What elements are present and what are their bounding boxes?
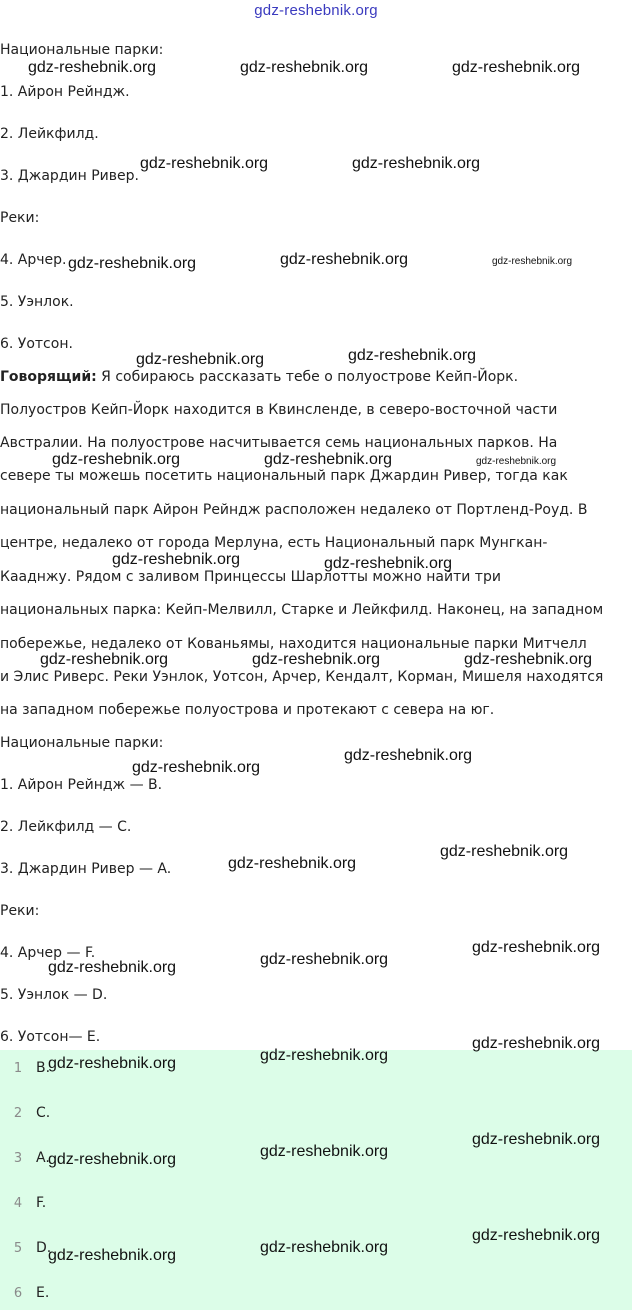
speaker-text: Я собираюсь рассказать тебе о полуострове Кейп-Йорк. bbox=[96, 369, 519, 385]
watermark: gdz-reshebnik.org bbox=[324, 555, 453, 572]
speaker-line bbox=[0, 367, 518, 387]
answer-number: 2 bbox=[13, 1106, 23, 1121]
transcript-line: побережье, недалеко от Кованьямы, находится национальные парки Митчелл bbox=[0, 636, 587, 652]
transcript-line: севере ты можешь посетить национальный парк Джардин Ривер, тогда как bbox=[0, 468, 568, 484]
watermark: gdz-reshebnik.org bbox=[260, 1239, 389, 1256]
answer-row bbox=[0, 1193, 46, 1213]
watermark: gdz-reshebnik.org bbox=[136, 351, 265, 368]
watermark: gdz-reshebnik.org bbox=[48, 959, 177, 976]
watermark: gdz-reshebnik.org bbox=[48, 1151, 177, 1168]
watermark: gdz-reshebnik.org bbox=[472, 1131, 601, 1148]
watermark: gdz-reshebnik.org bbox=[260, 951, 389, 968]
watermark: gdz-reshebnik.org bbox=[472, 1227, 601, 1244]
watermark: gdz-reshebnik.org bbox=[472, 939, 601, 956]
watermark: gdz-reshebnik.org bbox=[440, 843, 569, 860]
park-item-1: 1. Айрон Рейндж. bbox=[0, 84, 130, 100]
match-item-6: 6. Уотсон— E. bbox=[0, 1029, 101, 1045]
transcript-line: и Элис Риверс. Реки Уэнлок, Уотсон, Арчер, Кендалт, Корман, Мишеля находятся bbox=[0, 669, 604, 685]
answer-value: E. bbox=[36, 1285, 50, 1301]
transcript-line: Кааднжу. Рядом с заливом Принцессы Шарлотты можно найти три bbox=[0, 569, 501, 585]
section-heading-parks: Национальные парки: bbox=[0, 42, 164, 58]
match-item-2: 2. Лейкфилд — C. bbox=[0, 819, 132, 835]
section-heading-rivers: Реки: bbox=[0, 210, 40, 226]
watermark: gdz-reshebnik.org bbox=[240, 59, 369, 76]
speaker-label: Говорящий: bbox=[0, 369, 97, 385]
watermark: gdz-reshebnik.org bbox=[264, 451, 393, 468]
park-item-3: 3. Джардин Ривер. bbox=[0, 168, 139, 184]
watermark: gdz-reshebnik.org bbox=[452, 59, 581, 76]
transcript-line: на западном побережье полуострова и протекают с севера на юг. bbox=[0, 702, 495, 718]
answer-number: 5 bbox=[13, 1241, 23, 1256]
watermark: gdz-reshebnik.org bbox=[476, 456, 557, 467]
watermark: gdz-reshebnik.org bbox=[352, 155, 481, 172]
watermark: gdz-reshebnik.org bbox=[112, 551, 241, 568]
answer-row bbox=[0, 1148, 50, 1168]
answer-row bbox=[0, 1103, 50, 1123]
watermark: gdz-reshebnik.org bbox=[140, 155, 269, 172]
watermark: gdz-reshebnik.org bbox=[48, 1055, 177, 1072]
transcript-line: центре, недалеко от города Мерлуна, есть Национальный парк Мунгкан- bbox=[0, 535, 548, 551]
watermark: gdz-reshebnik.org bbox=[132, 759, 261, 776]
answer-value: F. bbox=[36, 1195, 47, 1211]
river-item-4: 4. Арчер. bbox=[0, 252, 67, 268]
watermark: gdz-reshebnik.org bbox=[48, 1247, 177, 1264]
watermark: gdz-reshebnik.org bbox=[260, 1143, 389, 1160]
match-item-5: 5. Уэнлок — D. bbox=[0, 987, 108, 1003]
match-item-4: 4. Арчер — F. bbox=[0, 945, 96, 961]
answer-value: D. bbox=[36, 1240, 52, 1256]
watermark: gdz-reshebnik.org bbox=[40, 651, 169, 668]
watermark: gdz-reshebnik.org bbox=[344, 747, 473, 764]
match-item-3: 3. Джардин Ривер — A. bbox=[0, 861, 172, 877]
watermark: gdz-reshebnik.org bbox=[348, 347, 477, 364]
answer-number: 4 bbox=[13, 1196, 23, 1211]
park-item-2: 2. Лейкфилд. bbox=[0, 126, 99, 142]
match-item-1: 1. Айрон Рейндж — B. bbox=[0, 777, 163, 793]
watermark: gdz-reshebnik.org bbox=[260, 1047, 389, 1064]
watermark: gdz-reshebnik.org bbox=[280, 251, 409, 268]
answer-row bbox=[0, 1058, 50, 1078]
watermark: gdz-reshebnik.org bbox=[28, 59, 157, 76]
watermark: gdz-reshebnik.org bbox=[464, 651, 593, 668]
site-header-label: gdz-reshebnik.org bbox=[254, 2, 378, 19]
watermark: gdz-reshebnik.org bbox=[492, 256, 573, 267]
answer-number: 6 bbox=[13, 1286, 23, 1301]
answer-row bbox=[0, 1283, 49, 1303]
transcript-line: национальных парка: Кейп-Мелвилл, Старке и Лейкфилд. Наконец, на западном bbox=[0, 602, 604, 618]
answer-number: 3 bbox=[13, 1151, 23, 1166]
river-item-6: 6. Уотсон. bbox=[0, 336, 73, 352]
watermark: gdz-reshebnik.org bbox=[52, 451, 181, 468]
transcript-line: Австралии. На полуострове насчитывается семь национальных парков. На bbox=[0, 435, 558, 451]
river-item-5: 5. Уэнлок. bbox=[0, 294, 74, 310]
answer-value: A. bbox=[36, 1150, 50, 1166]
watermark: gdz-reshebnik.org bbox=[228, 855, 357, 872]
section-heading-parks-answers: Национальные парки: bbox=[0, 735, 164, 751]
answer-value: B. bbox=[36, 1060, 51, 1076]
transcript-line: Полуостров Кейп-Йорк находится в Квинсленде, в северо-восточной части bbox=[0, 402, 558, 418]
section-heading-rivers-answers: Реки: bbox=[0, 903, 40, 919]
answer-value: C. bbox=[36, 1105, 51, 1121]
watermark: gdz-reshebnik.org bbox=[68, 255, 197, 272]
answer-row bbox=[0, 1238, 51, 1258]
watermark: gdz-reshebnik.org bbox=[472, 1035, 601, 1052]
answer-panel bbox=[0, 1050, 632, 1310]
transcript-line: национальный парк Айрон Рейндж расположен недалеко от Портленд-Роуд. В bbox=[0, 502, 588, 518]
answer-number: 1 bbox=[13, 1061, 23, 1076]
watermark: gdz-reshebnik.org bbox=[252, 651, 381, 668]
